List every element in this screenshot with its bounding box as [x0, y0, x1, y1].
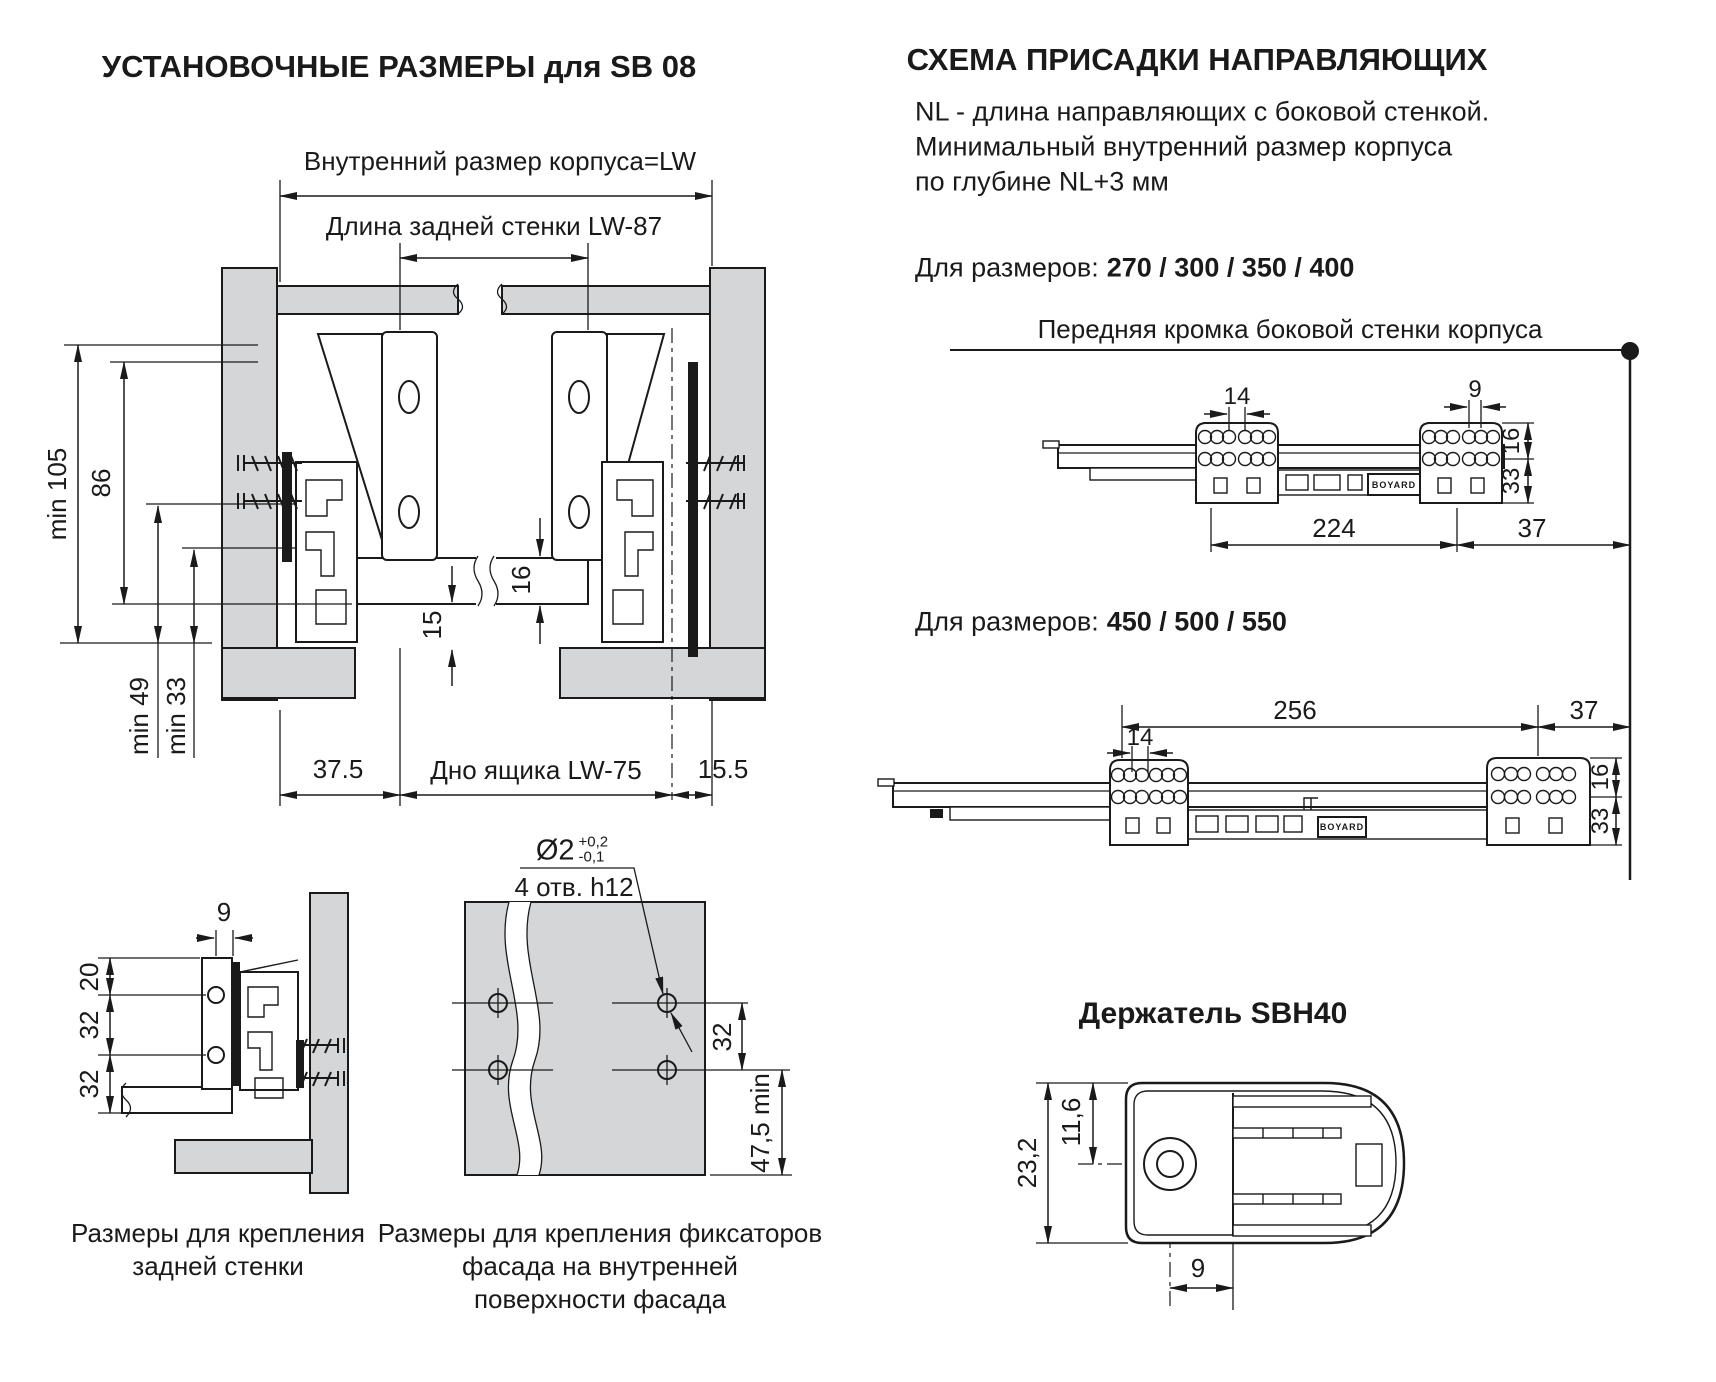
sizes-row-450-550-values: 450 / 500 / 550 [1106, 606, 1287, 637]
sizes-row-450-550-label: Для размеров: [915, 606, 1099, 637]
rail2-dim-16-label: 16 [1587, 763, 1615, 791]
right-title: СХЕМА ПРИСАДКИ НАПРАВЛЯЮЩИХ [906, 42, 1488, 78]
holder-dim-9-label: 9 [1190, 1253, 1206, 1284]
diameter-value: Ø2 [535, 834, 575, 867]
diameter-tolerance [579, 834, 609, 864]
facade-caption-line1: Размеры для крепления фиксаторов [377, 1218, 823, 1249]
dim-min105-label: min 105 [42, 447, 73, 541]
dim-min49-label: min 49 [124, 676, 155, 756]
rail2-dim-256-label: 256 [1273, 695, 1317, 726]
facade-dim-32-label: 32 [707, 1022, 738, 1052]
holder-dim-11-6-label: 11,6 [1056, 1097, 1087, 1147]
rail1-brand-logo: BOYARD [1371, 479, 1417, 490]
dim-inner-width-label: Внутренний размер корпуса=LW [303, 146, 697, 177]
rail2-brand-logo: BOYARD [1319, 821, 1365, 832]
dim-15-label: 15 [417, 610, 448, 640]
facade-caption-line3: поверхности фасада [473, 1284, 727, 1315]
bw-dim-9-label: 9 [216, 897, 232, 928]
bw-dim-32-top-label: 32 [74, 1010, 105, 1040]
facade-caption-line2: фасада на внутренней [462, 1251, 738, 1282]
bw-dim-20-label: 20 [74, 962, 105, 992]
holder-dim-23-2-label: 23,2 [1012, 1137, 1043, 1189]
nl-note-line3: по глубине NL+3 мм [915, 166, 1169, 197]
dim-min33-label: min 33 [161, 676, 192, 756]
front-edge-label: Передняя кромка боковой стенки корпуса [1037, 314, 1543, 345]
tolerance-minus: -0,1 [578, 848, 605, 866]
dim-16-label: 16 [506, 565, 537, 595]
dim-86-label: 86 [86, 468, 117, 498]
holder-title: Держатель SBH40 [1078, 996, 1348, 1030]
rail1-dim-16-label: 16 [1498, 427, 1526, 455]
facade-dim-47-5-label: 47,5 min [745, 1073, 776, 1173]
nl-note-line1: NL - длина направляющих с боковой стенкой. [915, 96, 1490, 127]
left-title: УСТАНОВОЧНЫЕ РАЗМЕРЫ для SB 08 [101, 49, 697, 85]
back-wall-drawing [98, 893, 348, 1193]
facade-hole-diameter-label [536, 834, 608, 867]
sizes-row-270-400-values: 270 / 300 / 350 / 400 [1106, 252, 1355, 283]
dim-back-wall-length-label: Длина задней стенки LW-87 [325, 211, 663, 242]
rail1-dim-37-label: 37 [1517, 513, 1547, 544]
rail2-dim-33-label: 33 [1587, 807, 1615, 835]
dim-15-5-label: 15.5 [697, 754, 749, 785]
tolerance-plus: +0,2 [578, 833, 609, 851]
dim-drawer-bottom-label: Дно ящика LW-75 [430, 755, 642, 786]
back-wall-caption-line2: задней стенки [132, 1251, 304, 1282]
nl-note-line2: Минимальный внутренний размер корпуса [915, 131, 1453, 162]
facade-drawing [452, 868, 792, 1175]
sizes-row-270-400 [915, 252, 1354, 283]
rail1-dim-33-label: 33 [1498, 467, 1526, 495]
sizes-row-270-400-label: Для размеров: [915, 252, 1099, 283]
bw-dim-32-bottom-label: 32 [74, 1069, 105, 1099]
holder-drawing [1036, 1083, 1404, 1310]
facade-holes-note-label: 4 отв. h12 [514, 872, 634, 903]
rail1-dim-224-label: 224 [1312, 513, 1356, 544]
rail1-dim-14-label: 14 [1223, 383, 1251, 411]
rail1-dim-9-label: 9 [1468, 376, 1482, 404]
back-wall-caption-line1: Размеры для крепления [71, 1218, 365, 1249]
rail2-dim-37-label: 37 [1569, 695, 1599, 726]
dim-37-5-label: 37.5 [312, 754, 364, 785]
rail-drawing-450-550 [878, 705, 1630, 845]
sizes-row-450-550 [915, 606, 1287, 637]
rail2-dim-14-label: 14 [1126, 724, 1154, 752]
